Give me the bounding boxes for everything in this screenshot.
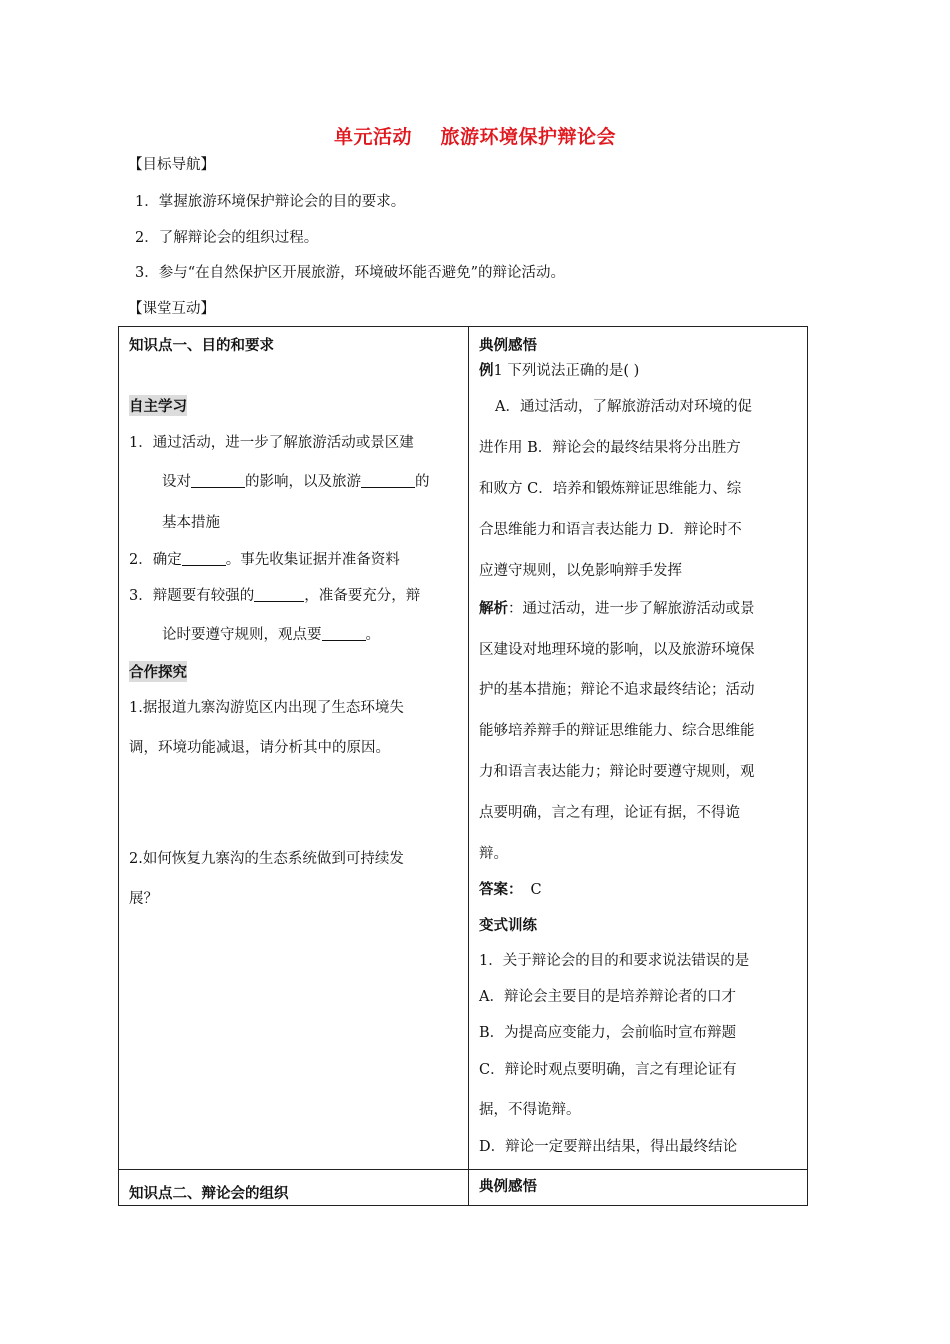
fill-blank — [182, 551, 226, 566]
example-option-line: 应遵守规则，以免影响辩手发挥 — [479, 563, 682, 579]
analysis-line: 辩。 — [479, 846, 508, 862]
goal-header: 【目标导航】 — [128, 157, 215, 173]
variant-line: C．辩论时观点要明确，言之有理论证有 — [479, 1062, 737, 1078]
fill-blank — [254, 587, 304, 602]
example-option-line: 和败方 C．培养和锻炼辩证思维能力、综 — [479, 481, 742, 497]
variant-line: B．为提高应变能力，会前临时宣布辩题 — [479, 1025, 737, 1041]
cooperation-question-2-line-2: 展？ — [129, 891, 158, 907]
section-heading-2: 知识点二、辩论会的组织 — [129, 1186, 289, 1202]
class-header: 【课堂互动】 — [128, 301, 215, 317]
question-3-line-2: 论时要遵守规则，观点要 。 — [162, 627, 380, 643]
cooperation-heading: 合作探究 — [129, 661, 187, 682]
goal-item-3: 3．参与“在自然保护区开展旅游，环境破坏能否避免”的辩论活动。 — [135, 265, 566, 281]
right-cell-2 — [469, 1170, 808, 1206]
example-option-line: 合思维能力和语言表达能力 D．辩论时不 — [479, 522, 742, 538]
page-title: 单元活动 旅游环境保护辩论会 — [334, 126, 616, 148]
variant-heading: 变式训练 — [479, 918, 537, 934]
fill-blank — [322, 626, 366, 641]
example-heading: 典例感悟 — [479, 338, 537, 354]
goal-item-2: 2．了解辩论会的组织过程。 — [135, 230, 319, 246]
example-heading-2: 典例感悟 — [479, 1179, 537, 1195]
question-2: 2．确定 。事先收集证据并准备资料 — [129, 552, 400, 568]
variant-line: A．辩论会主要目的是培养辩论者的口才 — [479, 989, 736, 1005]
analysis-line: 力和语言表达能力；辩论时要遵守规则，观 — [479, 764, 755, 780]
variant-line: 1．关于辩论会的目的和要求说法错误的是 — [479, 953, 750, 969]
question-1-line-2: 设对 的影响，以及旅游 的 — [162, 474, 430, 490]
example-option-line: 进作用 B．辩论会的最终结果将分出胜方 — [479, 440, 741, 456]
question-1-line-1: 1．通过活动，进一步了解旅游活动或景区建 — [129, 435, 414, 451]
variant-line: 据，不得诡辩。 — [479, 1102, 581, 1118]
cooperation-question-1-line-2: 调，环境功能减退，请分析其中的原因。 — [129, 740, 390, 756]
fill-blank — [191, 473, 245, 488]
analysis-line: 区建设对地理环境的影响，以及旅游环境保 — [479, 642, 755, 658]
cooperation-question-1-line-1: 1.据报道九寨沟游览区内出现了生态环境失 — [129, 700, 404, 716]
goal-item-1: 1．掌握旅游环境保护辩论会的目的要求。 — [135, 194, 406, 210]
content-table — [118, 326, 808, 1206]
left-cell-2 — [119, 1170, 469, 1206]
example-question: 例1 下列说法正确的是( ) — [479, 363, 640, 379]
question-3-line-1: 3．辩题要有较强的 ，准备要充分，辩 — [129, 588, 421, 604]
right-cell — [469, 327, 808, 1170]
analysis-line: 点要明确，言之有理，论证有据，不得诡 — [479, 805, 740, 821]
answer-line: 答案： C — [479, 882, 542, 898]
question-1-line-3: 基本措施 — [162, 515, 220, 531]
variant-line: D．辩论一定要辩出结果，得出最终结论 — [479, 1139, 738, 1155]
analysis-line: 护的基本措施；辩论不追求最终结论；活动 — [479, 682, 755, 698]
section-heading-1: 知识点一、目的和要求 — [129, 338, 274, 354]
fill-blank — [361, 473, 415, 488]
analysis-line: 解析：通过活动，进一步了解旅游活动或景 — [479, 601, 755, 617]
example-option-line: A．通过活动，了解旅游活动对环境的促 — [495, 399, 752, 415]
cooperation-question-2-line-1: 2.如何恢复九寨沟的生态系统做到可持续发 — [129, 851, 404, 867]
analysis-line: 能够培养辩手的辩证思维能力、综合思维能 — [479, 723, 755, 739]
self-study-heading: 自主学习 — [129, 395, 187, 416]
left-cell — [119, 327, 469, 1170]
